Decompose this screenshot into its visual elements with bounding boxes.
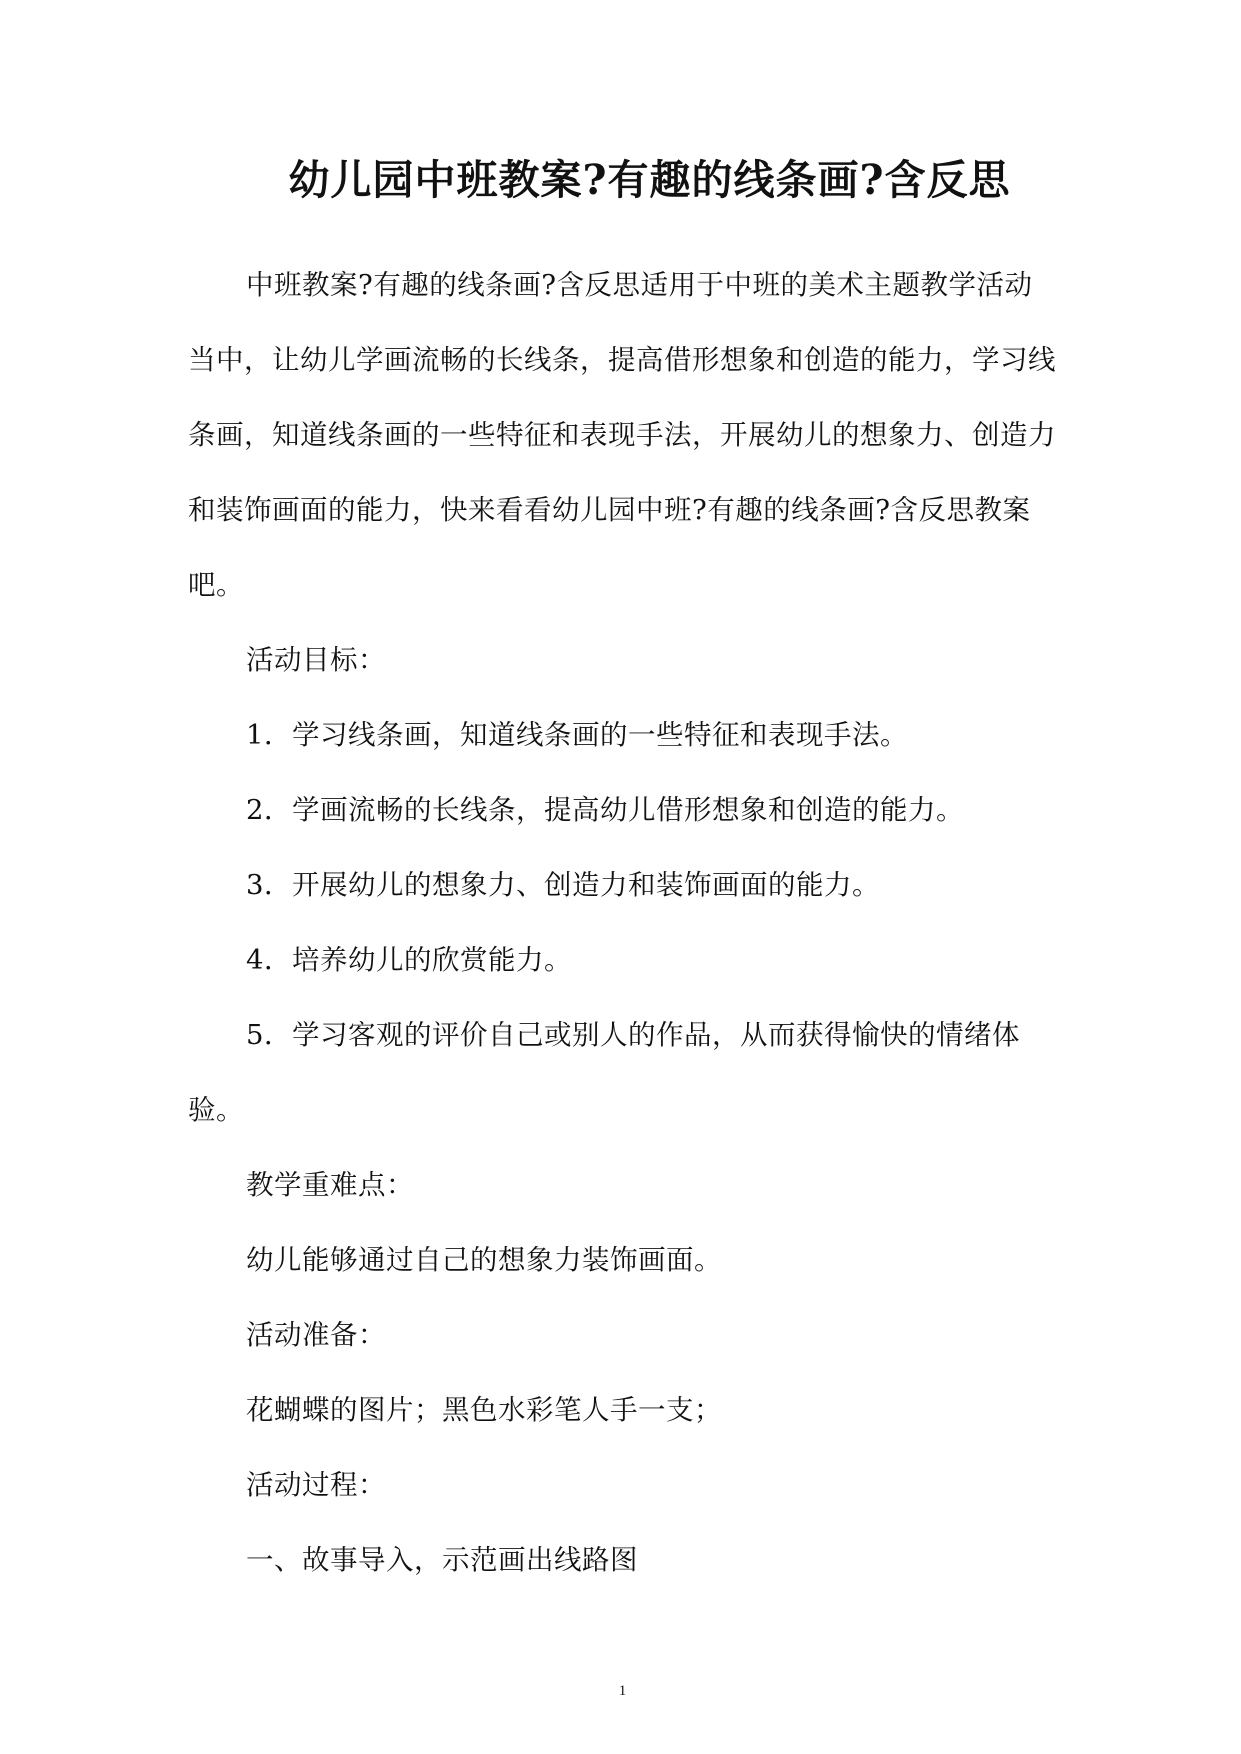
goal-item-3: 3．开展幼儿的想象力、创造力和装饰画面的能力。 bbox=[246, 869, 880, 901]
key-points-heading: 教学重难点： bbox=[246, 1169, 414, 1201]
process-heading: 活动过程： bbox=[246, 1469, 386, 1501]
goal-item-5: 5．学习客观的评价自己或别人的作品，从而获得愉快的情绪体验。 bbox=[188, 1019, 1020, 1126]
key-points-text: 幼儿能够通过自己的想象力装饰画面。 bbox=[246, 1244, 722, 1276]
document-body bbox=[188, 248, 1058, 1598]
document-title: 幼儿园中班教案?有趣的线条画?含反思 bbox=[288, 156, 1011, 204]
goals-heading: 活动目标： bbox=[246, 644, 386, 676]
intro-paragraph: 中班教案?有趣的线条画?含反思适用于中班的美术主题教学活动当中，让幼儿学画流畅的长线条，提高借形想象和创造的能力，学习线条画，知道线条画的一些特征和表现手法，开展幼儿的想象力、创造力和装饰画面的能力，快来看看幼儿园中班?有趣的线条画?含反思教案吧。 bbox=[188, 269, 1056, 601]
page-number: 1 bbox=[618, 1683, 627, 1699]
prep-heading: 活动准备： bbox=[246, 1319, 386, 1351]
goal-item-2: 2．学画流畅的长线条，提高幼儿借形想象和创造的能力。 bbox=[246, 794, 964, 826]
goal-item-4: 4．培养幼儿的欣赏能力。 bbox=[246, 944, 572, 976]
goal-item-1: 1．学习线条画，知道线条画的一些特征和表现手法。 bbox=[246, 719, 908, 751]
process-step-1: 一、故事导入，示范画出线路图 bbox=[246, 1544, 638, 1576]
prep-text: 花蝴蝶的图片；黑色水彩笔人手一支； bbox=[246, 1394, 722, 1426]
